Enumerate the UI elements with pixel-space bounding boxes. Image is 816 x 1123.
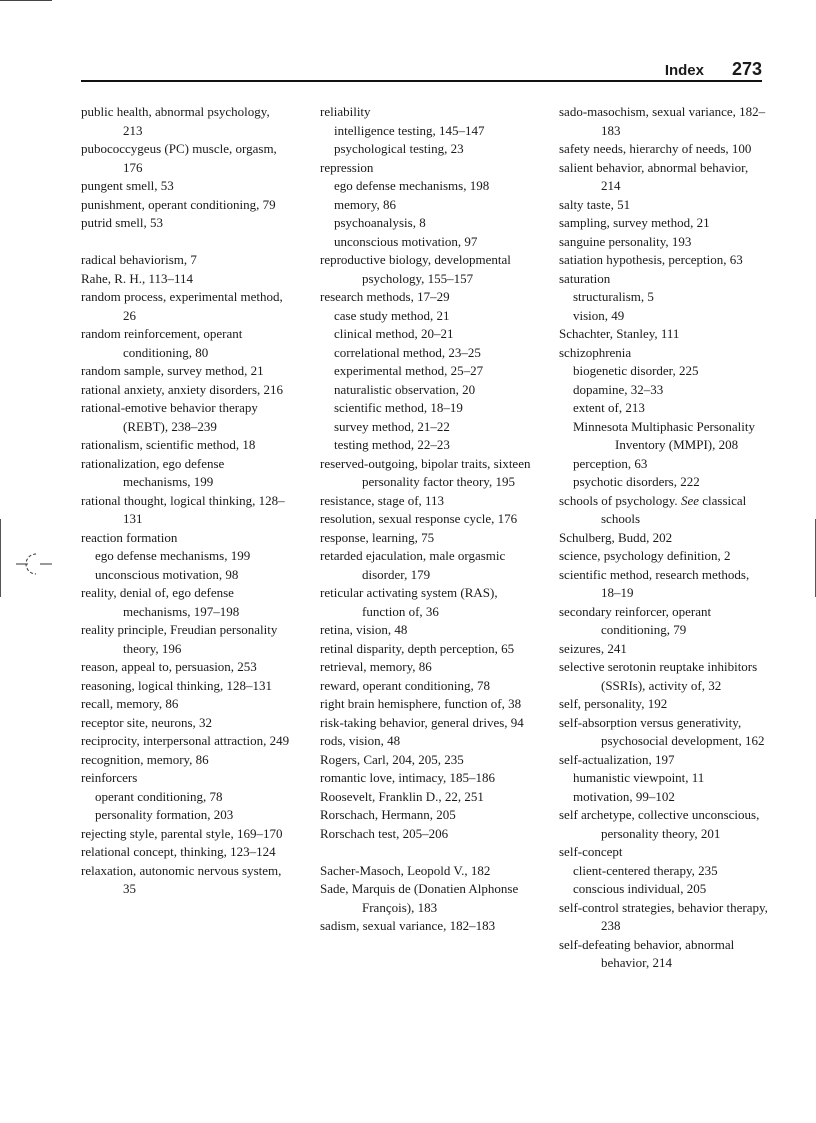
index-entry (320, 695, 532, 714)
index-entry (81, 399, 291, 436)
index-subentry (320, 122, 532, 141)
entry-text: reality principle, Freudian personality theory, 196 (81, 622, 278, 656)
index-entry (559, 214, 769, 233)
entry-text: rationalization, ego defense mechanisms, 199 (81, 455, 225, 489)
index-subentry (320, 307, 532, 326)
index-entry (320, 251, 532, 288)
index-subentry (81, 566, 291, 585)
index-entry (320, 806, 532, 825)
entry-text: client-centered therapy, 235 (573, 862, 718, 878)
index-subentry (559, 880, 769, 899)
index-entry (559, 344, 769, 363)
index-entry (81, 214, 291, 233)
entry-text: operant conditioning, 78 (95, 788, 223, 804)
entry-text: rationalism, scientific method, 18 (81, 437, 256, 452)
entry-text: correlational method, 23–25 (334, 344, 481, 360)
entry-text: reality, denial of, ego defense mechanisms, 197–198 (81, 585, 240, 619)
entry-text: case study method, 21 (334, 307, 450, 323)
index-entry (559, 529, 769, 548)
index-entry (559, 270, 769, 289)
entry-text: secondary reinforcer, operant conditioning, 79 (559, 603, 712, 637)
entry-text: retinal disparity, depth perception, 65 (320, 640, 515, 656)
entry-text: receptor site, neurons, 32 (81, 714, 213, 730)
entry-text: reticular activating system (RAS), function of, 36 (320, 585, 498, 619)
index-entry (559, 251, 769, 270)
entry-text: research methods, 17–29 (320, 289, 450, 304)
index-entry (320, 640, 532, 659)
entry-text: motivation, 99–102 (573, 788, 675, 804)
entry-text: random process, experimental method, 26 (81, 289, 283, 323)
index-entry (81, 362, 291, 381)
entry-text: relational concept, thinking, 123–124 (81, 844, 276, 859)
entry-text: response, learning, 75 (320, 529, 435, 545)
index-entry (559, 325, 769, 344)
index-entry (559, 233, 769, 252)
entry-text: survey method, 21–22 (334, 418, 450, 434)
entry-text: Roosevelt, Franklin D., 22, 251 (320, 788, 484, 804)
entry-text: testing method, 22–23 (334, 437, 450, 452)
index-entry (81, 825, 291, 844)
index-entry (559, 936, 769, 973)
index-column-2 (320, 103, 532, 936)
entry-text: self-control strategies, behavior therapy, 238 (559, 899, 768, 933)
entry-text: romantic love, intimacy, 185–186 (320, 770, 495, 785)
section-title: Index (664, 62, 704, 79)
index-subentry (559, 862, 769, 881)
entry-text: science, psychology definition, 2 (559, 548, 731, 563)
entry-text: conscious individual, 205 (573, 881, 707, 896)
index-entry (320, 732, 532, 751)
entry-text: salty taste, 51 (559, 196, 631, 212)
entry-text: humanistic viewpoint, 11 (573, 770, 705, 785)
index-entry (559, 547, 769, 566)
entry-text: biogenetic disorder, 225 (573, 363, 699, 378)
entry-text: self-concept (559, 844, 623, 859)
index-entry (320, 159, 532, 178)
index-subentry (559, 769, 769, 788)
index-subentry (81, 806, 291, 825)
index-subentry (320, 233, 532, 252)
index-subentry (320, 344, 532, 363)
entry-text: Schulberg, Budd, 202 (559, 529, 673, 545)
entry-text: psychological testing, 23 (334, 141, 464, 156)
index-entry (81, 621, 291, 658)
entry-text: Rorschach, Hermann, 205 (320, 807, 456, 822)
index-entry (81, 769, 291, 788)
index-entry (81, 196, 291, 215)
entry-text: self, personality, 192 (559, 696, 668, 711)
index-entry (559, 196, 769, 215)
index-entry (81, 843, 291, 862)
see-reference: See (680, 492, 699, 508)
entry-text: self-defeating behavior, abnormal behavior, 214 (559, 936, 735, 970)
entry-text: schizophrenia (559, 344, 632, 360)
entry-text: sado-masochism, sexual variance, 182–183 (559, 104, 766, 138)
index-subentry (320, 436, 532, 455)
entry-text: sampling, survey method, 21 (559, 215, 710, 230)
entry-text: Rahe, R. H., 113–114 (81, 270, 194, 286)
index-entry (320, 825, 532, 844)
entry-text: resistance, stage of, 113 (320, 492, 445, 508)
index-subentry (81, 788, 291, 807)
index-entry (81, 751, 291, 770)
index-subentry (320, 196, 532, 215)
index-subentry (320, 399, 532, 418)
entry-text: schools of psychology. (559, 492, 678, 508)
index-subentry (81, 547, 291, 566)
entry-text: naturalistic observation, 20 (334, 381, 476, 397)
index-entry (81, 140, 291, 177)
crop-mark-top (0, 0, 52, 1)
entry-text: intelligence testing, 145–147 (334, 122, 485, 138)
entry-text: seizures, 241 (559, 640, 627, 656)
index-subentry (559, 455, 769, 474)
index-entry (320, 788, 532, 807)
entry-text: unconscious motivation, 97 (334, 233, 478, 249)
entry-text: perception, 63 (573, 455, 648, 471)
index-entry (320, 621, 532, 640)
entry-text: reciprocity, interpersonal attraction, 249 (81, 733, 290, 748)
entry-text: repression (320, 159, 374, 175)
index-entry (320, 584, 532, 621)
index-entry (320, 547, 532, 584)
crop-mark-left (0, 519, 1, 597)
index-entry (320, 769, 532, 788)
index-entry (559, 714, 769, 751)
entry-text: putrid smell, 53 (81, 215, 163, 230)
entry-text: dopamine, 32–33 (573, 381, 664, 397)
index-column-1 (81, 103, 291, 899)
entry-text: rational-emotive behavior therapy (REBT), 238–239 (81, 400, 258, 434)
entry-text: memory, 86 (334, 196, 396, 212)
index-entry (320, 288, 532, 307)
entry-text: Sade, Marquis de (Donatien Alphonse François), 183 (320, 881, 519, 915)
entry-text: reproductive biology, developmental psychology, 155–157 (320, 252, 511, 286)
index-entry (81, 177, 291, 196)
index-entry (559, 603, 769, 640)
entry-text: rational thought, logical thinking, 128–131 (81, 492, 285, 526)
index-entry (320, 751, 532, 770)
index-subentry (320, 140, 532, 159)
index-entry (559, 658, 769, 695)
index-subentry (559, 362, 769, 381)
index-entry (81, 103, 291, 140)
index-subentry (559, 788, 769, 807)
index-subentry (559, 399, 769, 418)
entry-text: self archetype, collective unconscious, personality theory, 201 (559, 807, 760, 841)
index-entry (81, 492, 291, 529)
index-entry (81, 325, 291, 362)
index-subentry (320, 214, 532, 233)
entry-text: Rogers, Carl, 204, 205, 235 (320, 751, 464, 767)
index-entry (81, 862, 291, 899)
index-subentry (559, 381, 769, 400)
index-entry (320, 529, 532, 548)
index-subentry (320, 362, 532, 381)
entry-text: random sample, survey method, 21 (81, 363, 264, 378)
index-entry (559, 640, 769, 659)
entry-text: scientific method, 18–19 (334, 400, 463, 415)
index-entry (81, 251, 291, 270)
index-entry (81, 677, 291, 696)
entry-text: psychotic disorders, 222 (573, 474, 700, 489)
index-subentry (559, 288, 769, 307)
entry-text: reward, operant conditioning, 78 (320, 677, 491, 693)
index-entry (559, 103, 769, 140)
entry-text: salient behavior, abnormal behavior, 214 (559, 159, 749, 193)
entry-text: resolution, sexual response cycle, 176 (320, 511, 518, 526)
index-entry (320, 880, 532, 917)
entry-text: self-absorption versus generativity, psychosocial development, 162 (559, 714, 765, 748)
index-entry (81, 714, 291, 733)
entry-text: ego defense mechanisms, 198 (334, 178, 490, 193)
index-entry (320, 658, 532, 677)
index-entry (559, 140, 769, 159)
entry-text: random reinforcement, operant conditioning, 80 (81, 326, 243, 360)
entry-text: Rorschach test, 205–206 (320, 825, 449, 841)
entry-text: reinforcers (81, 770, 138, 785)
entry-text: extent of, 213 (573, 400, 645, 415)
page-number: 273 (731, 59, 762, 79)
entry-text: recall, memory, 86 (81, 696, 179, 711)
entry-text: recognition, memory, 86 (81, 751, 209, 767)
entry-text: Schachter, Stanley, 111 (559, 326, 680, 341)
index-subentry (320, 177, 532, 196)
entry-text: psychoanalysis, 8 (334, 215, 426, 230)
index-entry (559, 159, 769, 196)
entry-text: self-actualization, 197 (559, 751, 675, 767)
entry-text: retina, vision, 48 (320, 622, 408, 637)
index-subentry (320, 418, 532, 437)
entry-text: structuralism, 5 (573, 289, 654, 304)
index-entry (559, 899, 769, 936)
entry-text: reaction formation (81, 529, 178, 545)
entry-text: scientific method, research methods, 18–19 (559, 566, 750, 600)
entry-text: sanguine personality, 193 (559, 233, 692, 249)
entry-text: safety needs, hierarchy of needs, 100 (559, 141, 752, 156)
index-gap (320, 843, 532, 862)
index-subentry (320, 381, 532, 400)
entry-text: pungent smell, 53 (81, 178, 174, 193)
index-entry (559, 492, 769, 529)
entry-text: retarded ejaculation, male orgasmic disorder, 179 (320, 548, 506, 582)
entry-text: experimental method, 25–27 (334, 363, 484, 378)
index-entry (81, 455, 291, 492)
entry-text: rational anxiety, anxiety disorders, 216 (81, 381, 284, 397)
index-entry (81, 381, 291, 400)
index-entry (320, 677, 532, 696)
see-target: classical schools (601, 492, 747, 526)
entry-text: retrieval, memory, 86 (320, 659, 432, 674)
index-entry (559, 566, 769, 603)
index-subentry (559, 473, 769, 492)
index-subentry (559, 307, 769, 326)
entry-text: selective serotonin reuptake inhibitors (SSRIs), activity of, 32 (559, 659, 758, 693)
index-subentry (559, 418, 769, 455)
index-entry (81, 695, 291, 714)
entry-text: clinical method, 20–21 (334, 326, 454, 341)
index-entry (320, 455, 532, 492)
index-entry (559, 751, 769, 770)
entry-text: personality formation, 203 (95, 807, 234, 822)
header-rule (81, 80, 762, 82)
index-entry (320, 862, 532, 881)
index-entry (320, 103, 532, 122)
index-entry (81, 584, 291, 621)
index-entry (81, 270, 291, 289)
entry-text: risk-taking behavior, general drives, 94 (320, 714, 524, 730)
entry-text: relaxation, autonomic nervous system, 35 (81, 862, 282, 896)
index-entry (559, 806, 769, 843)
entry-text: pubococcygeus (PC) muscle, orgasm, 176 (81, 141, 277, 175)
entry-text: rejecting style, parental style, 169–170 (81, 825, 283, 841)
entry-text: sadism, sexual variance, 182–183 (320, 918, 496, 933)
entry-text: reasoning, logical thinking, 128–131 (81, 677, 273, 693)
entry-text: reserved-outgoing, bipolar traits, sixteen personality factor theory, 195 (320, 455, 531, 489)
entry-text: reliability (320, 104, 371, 119)
entry-text: vision, 49 (573, 307, 625, 323)
entry-text: satiation hypothesis, perception, 63 (559, 252, 743, 267)
index-entry (81, 732, 291, 751)
index-subentry (320, 325, 532, 344)
entry-text: Minnesota Multiphasic Personality Inventory (MMPI), 208 (573, 418, 755, 452)
index-entry (320, 917, 532, 936)
registration-mark-icon (14, 548, 54, 578)
entry-text: ego defense mechanisms, 199 (95, 548, 251, 563)
index-gap (81, 233, 291, 252)
index-entry (320, 510, 532, 529)
index-entry (320, 492, 532, 511)
entry-text: public health, abnormal psychology, 213 (81, 104, 270, 138)
entry-text: unconscious motivation, 98 (95, 566, 239, 582)
entry-text: right brain hemisphere, function of, 38 (320, 696, 522, 711)
entry-text: punishment, operant conditioning, 79 (81, 196, 276, 212)
entry-text: radical behaviorism, 7 (81, 252, 197, 267)
entry-text: saturation (559, 270, 611, 286)
index-entry (81, 529, 291, 548)
index-entry (559, 843, 769, 862)
index-entry (559, 695, 769, 714)
entry-text: rods, vision, 48 (320, 733, 401, 748)
index-entry (81, 658, 291, 677)
index-entry (81, 288, 291, 325)
index-column-3 (559, 103, 769, 973)
entry-text: Sacher-Masoch, Leopold V., 182 (320, 862, 491, 878)
index-entry (320, 714, 532, 733)
entry-text: reason, appeal to, persuasion, 253 (81, 659, 257, 674)
index-entry (81, 436, 291, 455)
